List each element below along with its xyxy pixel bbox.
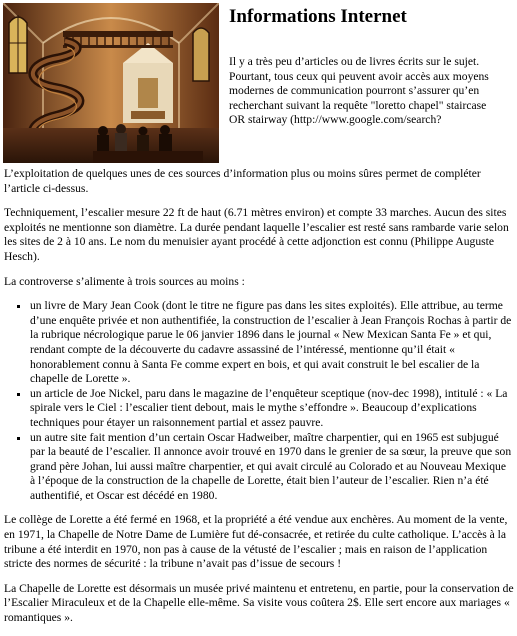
article-body (4, 167, 514, 636)
paragraph-sources-intro: L’exploitation de quelques unes de ces sources d’information plus ou moins sûres permet de compléter l’article ci-dessus. (4, 167, 481, 195)
page-title: Informations Internet (229, 6, 407, 27)
paragraph-controversy: La controverse s’alimente à trois sources au moins : (4, 274, 245, 288)
paragraph-technical-details: Techniquement, l’escalier mesure 22 ft de haut (6.71 mètres environ) et compte 33 marches. Aucun des sites exploités ne mentionne son diamètre. La durée pendant laquelle l’escalier est resté sans rambarde varie selon les sites de 2 à 10 ans. Le nom du menuisier ayant procédé à cette adjonction est connu (Philippe Auguste Hesch). (4, 206, 509, 263)
list-item: ▪ un article de Joe Nickel, paru dans le magazine de l’enquêteur sceptique (nov-dec 1998), intitulé : « La spirale vers le Ciel : l’escalier tient debout, mais le mythe s’effondre ». Beaucoup d’explications techniques pour étayer un raisonnement partial et assez pauvre. (30, 387, 514, 431)
paragraph-college-closure: Le collège de Lorette a été fermé en 1968, et la propriété a été vendue aux enchères. Au moment de la vente, en 1971, la Chapelle de Notre Dame de Lumière fut dé-consacrée, et retirée du culte catholique. L’accès à la tribune a été interdit en 1970, non pas à cause de la vétusté de l’escalier ; mais en raison de l’application stricte des normes de sécurité : la tribune n’avait pas d’issue de secours ! (4, 513, 508, 571)
list-item: ▪ un livre de Mary Jean Cook (dont le titre ne figure pas dans les sites exploités). Elle attribue, au terme d’une enquête privée et non authentifiée, la construction de l’escalier à Jean François Rochas à partir de la rubrique nécrologique parue le 06 janvier 1896 dans le journal « New Mexican Santa Fe » et qui, rendant compte de la découverte du cadavre assassiné de l’intéressé, mentionne qu’il était « honorablement connu à Santa Fe comme expert en bois, et qui avait construit le bel escalier de la chapelle de Lorette ». (30, 299, 514, 387)
sources-list (4, 299, 514, 503)
list-item: ▪ un autre site fait mention d’un certain Oscar Hadweiber, maître charpentier, qui en 1965 est subjugué par la beauté de l’escalier. Il annonce avoir trouvé en 1970 dans le grenier de sa sœur, la preuve que son grand père Johan, lui aussi maître charpentier, et qui avait circulé au Colorado et au Nouveau Mexique à l’époque de la construction de la chapelle de Lorette, était bien l’auteur de l’escalier. Rien n’a été authentifié, et Oscar est décédé en 1980. (30, 431, 514, 504)
chapel-staircase-illustration (3, 3, 219, 163)
chapel-staircase-photo (3, 3, 219, 163)
intro-paragraph: Il y a très peu d’articles ou de livres écrits sur le sujet. Pourtant, tous ceux qui peuvent avoir accès aux moyens modernes de communication pourront s’assurer qu’en recherchant suivant la requête "loretto chapel" staircase OR stairway (http://www.google.com/search? (229, 55, 489, 126)
paragraph-museum: La Chapelle de Lorette est désormais un musée privé maintenu et entretenu, en partie, pour la conservation de l’Escalier Miraculeux et de la Chapelle elle-même. Sa visite vous coûtera 2$. Elle sert encore aux mariages « romantiques ». (4, 581, 514, 625)
